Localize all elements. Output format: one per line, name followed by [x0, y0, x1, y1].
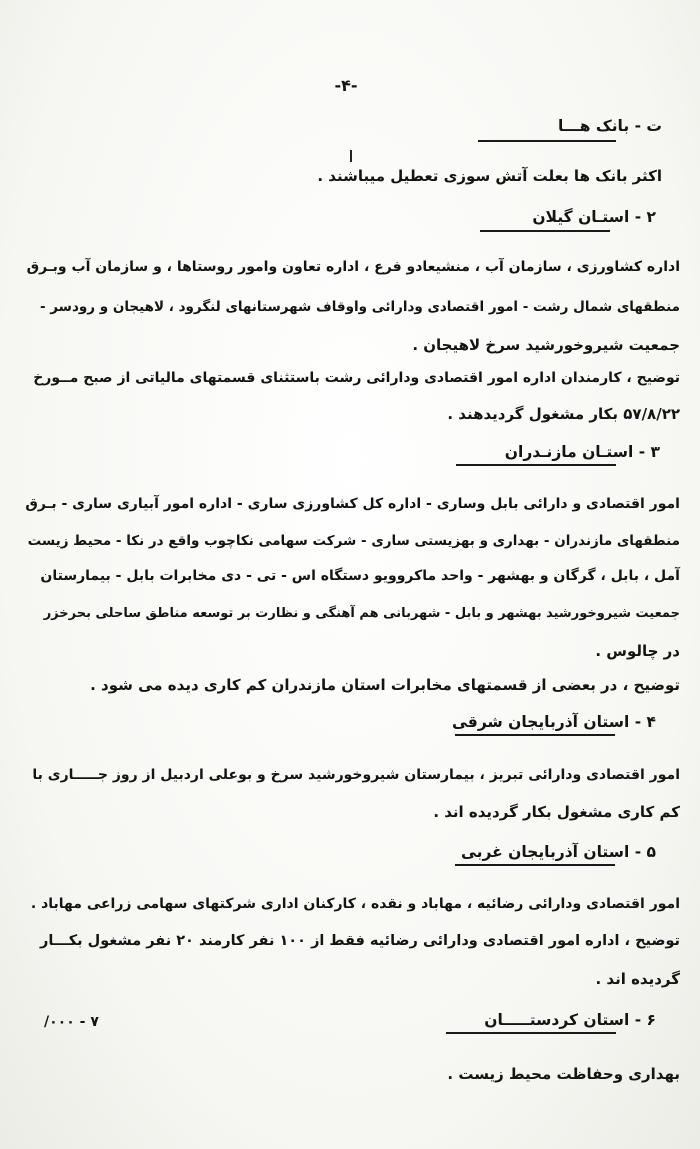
section-line: اکثر بانک ها بعلت آتش سوزی تعطیل میباشند . [317, 167, 662, 185]
section-line: جمعیت شیروخورشید بهشهر و بابل - شهربانی هم آهنگی و نظارت بر توسعه مناطق ساحلی بحرخزر [43, 606, 680, 621]
section-line: امور اقتصادی ودارائی رضائیه ، مهاباد و نقده ، کارکنان اداری شرکتهای سهامی زراعی مهاباد . [30, 896, 680, 912]
section-heading-west-azerbaijan: ۵ - استان آذربایجان غربی [460, 843, 656, 861]
section-heading-kurdistan: ۶ - استان کردستـــــان [484, 1011, 656, 1029]
heading-underline [456, 464, 616, 466]
section-line: توضیح ، در بعضی از قسمتهای مخابرات استان مازندران کم کاری دیده می شود . [90, 676, 680, 694]
footer-code: ۷ - ۰۰۰/ [44, 1014, 99, 1030]
heading-underline [455, 864, 615, 866]
section-line: منطقهای مازندران - بهداری و بهزیستی ساری - شرکت سهامی نکاچوب واقع در نکا - محیط زیست [27, 533, 680, 549]
section-heading-mazandaran: ۳ - استـان مازنـدران [504, 443, 660, 461]
section-heading-gilan: ۲ - استـان گیلان [532, 208, 656, 226]
section-line: اداره کشاورزی ، سازمان آب ، منشیعادو فرع ، اداره تعاون وامور روستاها ، و سازمان آب وبـرق [26, 259, 680, 275]
section-heading-east-azerbaijan: ۴ - استان آذربایجان شرقی [451, 713, 656, 731]
page-number: -۴- [334, 76, 358, 95]
section-line: امور اقتصادی ودارائی تبریز ، بیمارستان شیروخورشید سرخ و بوعلی اردبیل از روز جـــــاری با [32, 767, 680, 783]
heading-underline [478, 140, 616, 142]
section-line: توضیح ، کارمندان اداره امور اقتصادی ودارائی رشت باستثنای قسمتهای مالیاتی از صبح مــورخ [33, 370, 680, 386]
section-line: در چالوس . [595, 642, 680, 660]
section-heading-banks: ت - بانک هـــا [558, 117, 662, 135]
section-line: بهداری وحفاظت محیط زیست . [447, 1065, 680, 1083]
heading-underline [446, 1032, 616, 1034]
section-line: آمل ، بابل ، گرگان و بهشهر - واحد ماکروویو دستگاه اس - تی - دی مخابرات بابل - بیمارستان [40, 568, 680, 584]
section-line: توضیح ، اداره امور اقتصادی ودارائی رضائیه فقط از ۱۰۰ نفر کارمند ۲۰ نفر مشغول بکـــار [40, 933, 680, 949]
heading-underline [480, 230, 610, 232]
section-line: ۵۷/۸/۲۲ بکار مشغول گردیدهند . [447, 405, 680, 423]
section-line: منطقهای شمال رشت - امور اقتصادی ودارائی واوقاف شهرستانهای لنگرود ، لاهیجان و رودسر - [39, 299, 680, 315]
section-line: کم کاری مشغول بکار گردیده اند . [433, 803, 680, 821]
margin-mark [350, 150, 352, 162]
section-line: جمعیت شیروخورشید سرخ لاهیجان . [412, 336, 680, 354]
section-line: امور اقتصادی و دارائی بابل وساری - اداره کل کشاورزی ساری - اداره امور آبیاری ساری - بـرق [25, 496, 680, 512]
heading-underline [455, 734, 615, 736]
section-line: گردیده اند . [595, 970, 680, 988]
